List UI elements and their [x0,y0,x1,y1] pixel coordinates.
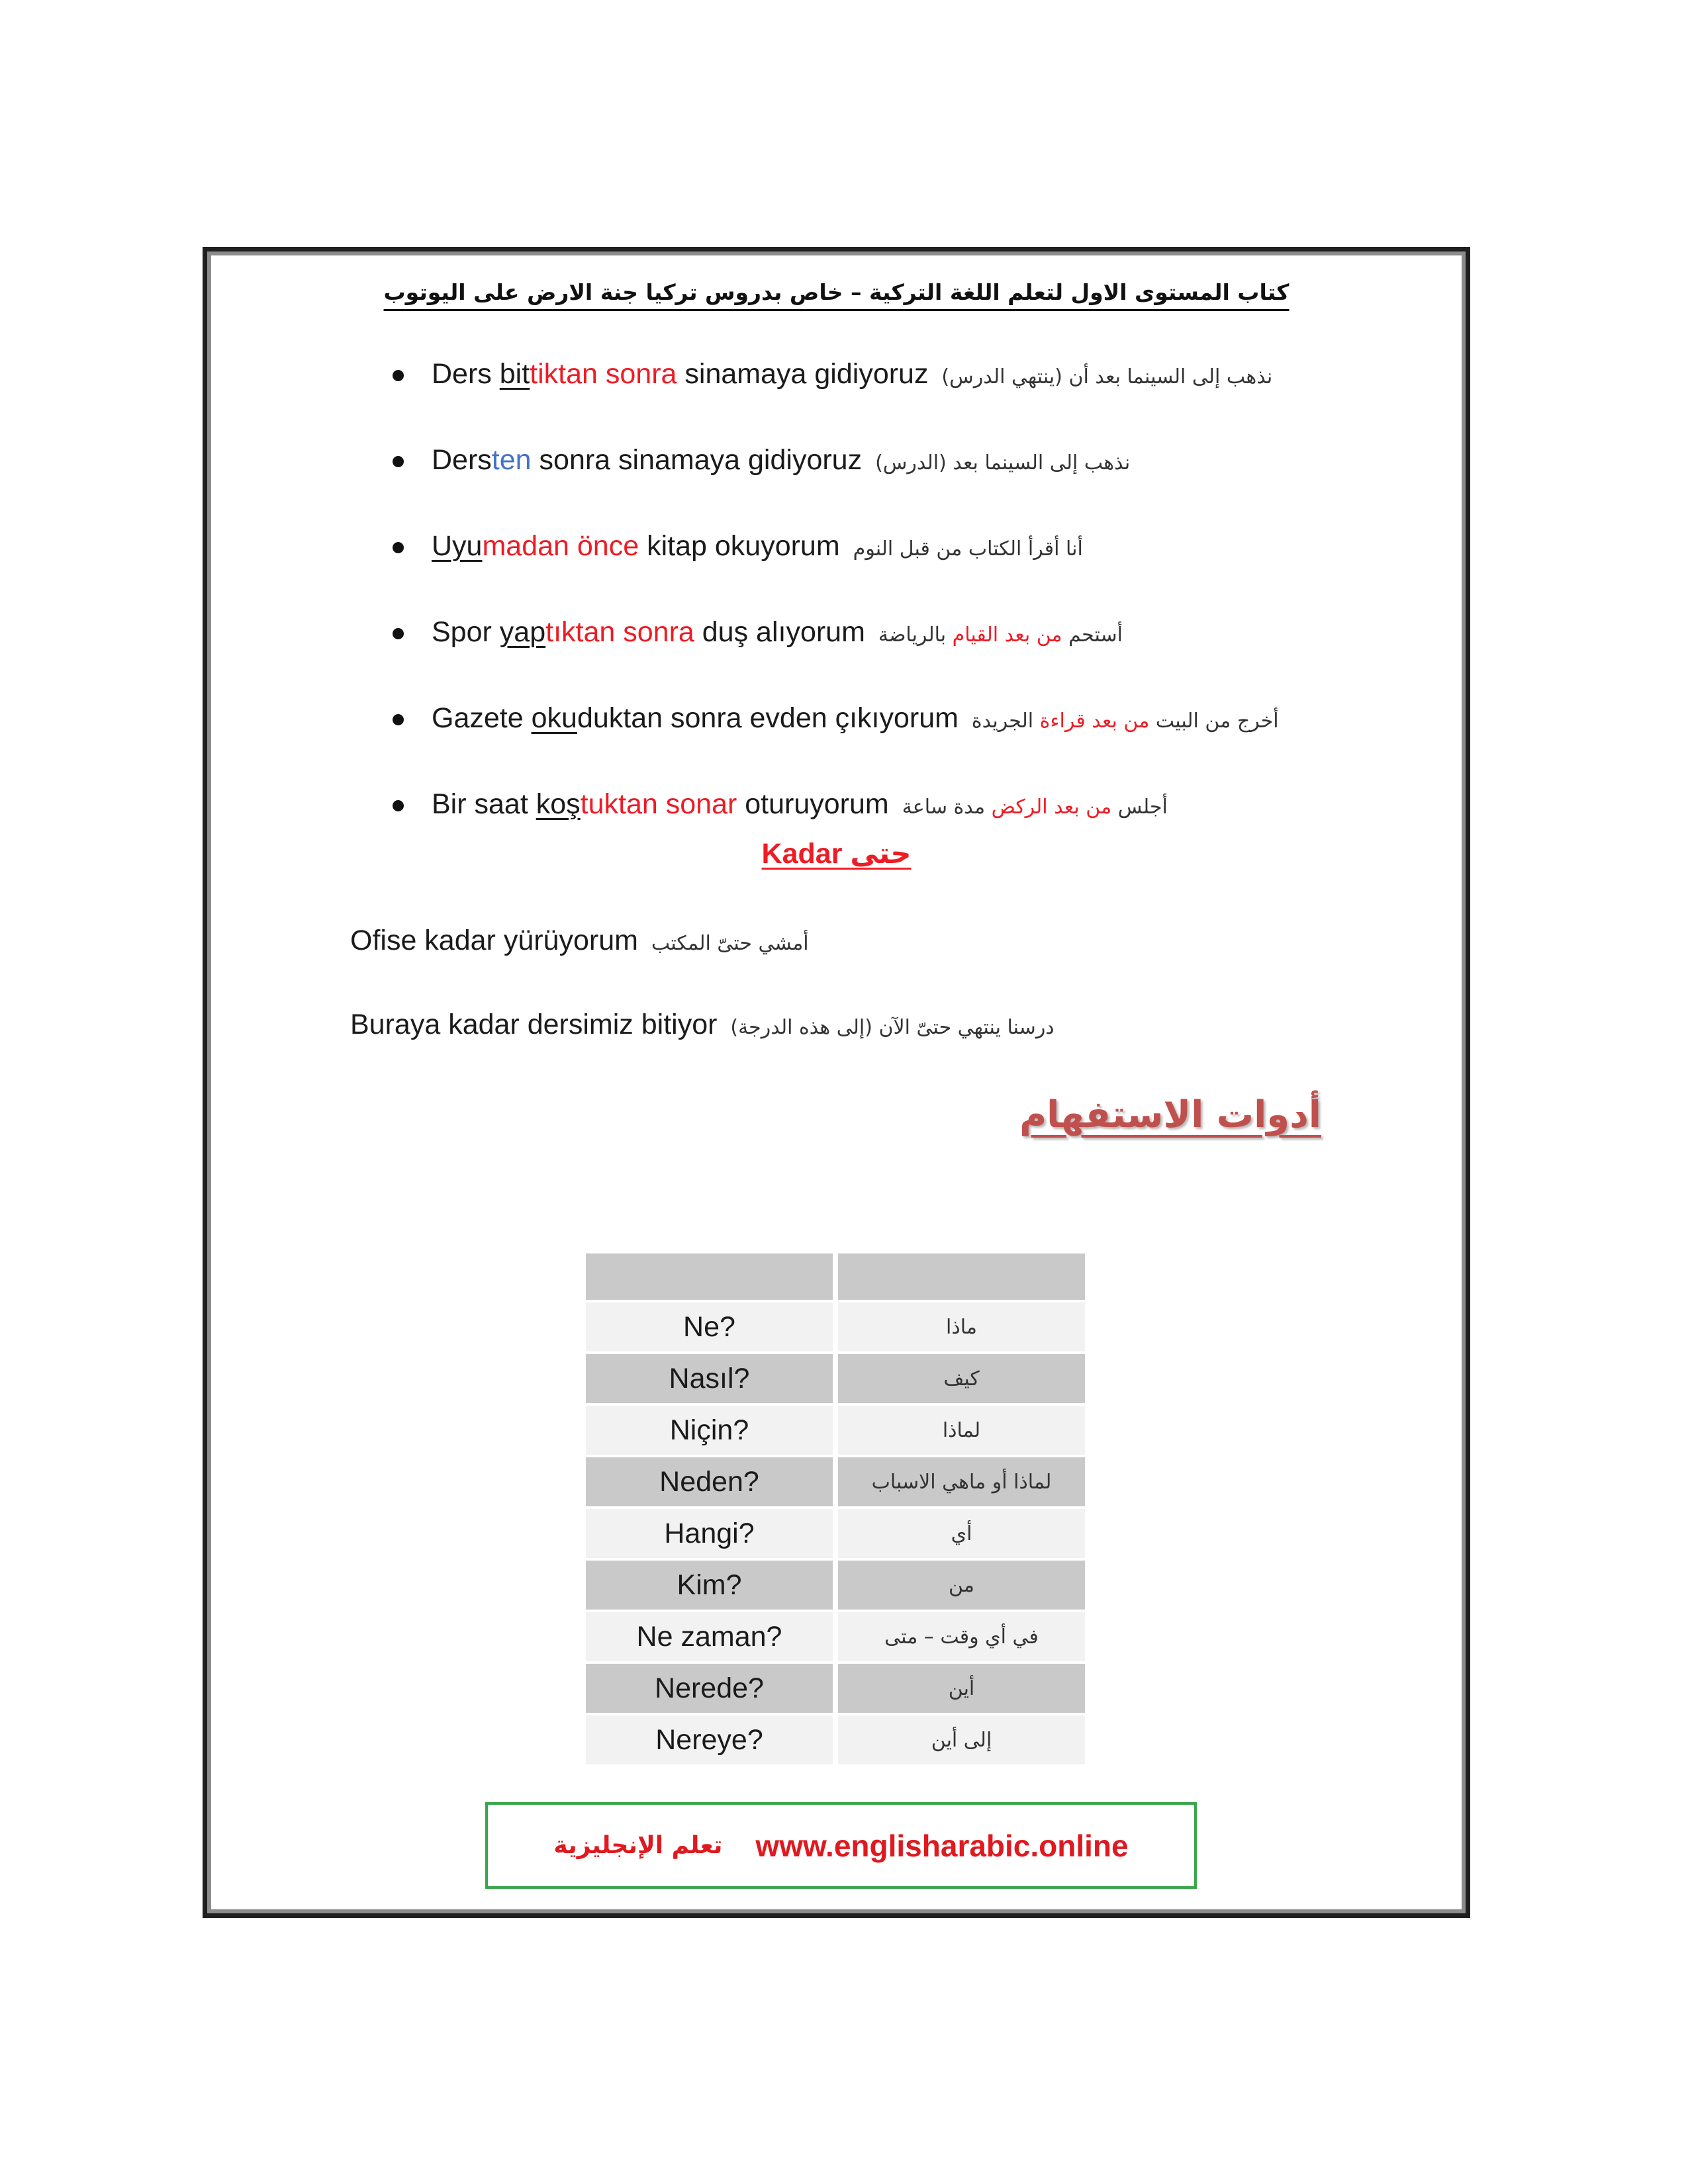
table-header-cell [586,1253,833,1300]
table-header-cell [838,1253,1085,1300]
sentence-item [393,332,1438,418]
turkish-sentence: Ofise kadar yürüyorum [350,925,638,956]
arabic-segment: من بعد الركض [991,795,1112,819]
arabic-meaning-cell: ماذا [838,1302,1085,1351]
arabic-meaning-cell: في أي وقت – متى [838,1612,1085,1661]
turkish-segment: duş alıyorum [694,615,865,648]
footer-arabic-label: تعلم الإنجليزية [553,1832,723,1859]
sentence-item [393,504,1438,590]
bullet-icon [393,628,404,639]
bullet-icon [393,456,404,467]
turkish-segment: ten [491,443,532,476]
sentence-line [432,440,1130,483]
arabic-meaning-cell: لماذا [838,1406,1085,1455]
turkish-segment: sinamaya gidiyoruz [677,357,929,390]
bullet-icon [393,800,404,811]
turkish-word-cell: Neden? [586,1457,833,1506]
sentence-line [432,784,1168,827]
arabic-segment: مدة ساعة [902,795,992,819]
turkish-segment: tuktan sonar [580,788,737,820]
arabic-meaning-cell: إلى أين [838,1715,1085,1764]
turkish-sentence [432,788,889,820]
turkish-segment: madan önce [482,529,639,562]
kadar-example [350,921,809,964]
arabic-meaning-cell: أين [838,1664,1085,1713]
turkish-segment: kitap okuyorum [639,529,840,562]
arabic-translation [853,537,1083,561]
sentence-list [393,332,1438,848]
turkish-segment: sonra sinamaya gidiyoruz [531,443,863,476]
turkish-segment: tıktan sonra [545,615,694,648]
arabic-translation [878,623,1123,647]
turkish-word-cell: Niçin? [586,1406,833,1455]
arabic-meaning-cell: أي [838,1509,1085,1558]
turkish-segment: Bir saat [432,788,536,820]
sentence-item [393,590,1438,676]
kadar-heading-text: Kadar حتى [761,838,912,870]
header-title: كتاب المستوى الاول لتعلم اللغة التركية – خاص بدروس تركيا جنة الارض على اليوتوب [383,279,1289,305]
kadar-example [350,1005,1055,1048]
question-words-title: أدوات الاستفهام [1019,1093,1321,1136]
turkish-segment: Ders [432,443,492,476]
turkish-segment: oku [531,702,577,734]
turkish-word-cell: Nerede? [586,1664,833,1713]
arabic-translation [875,451,1130,475]
sentence-line [432,612,1123,655]
arabic-translation [972,709,1279,733]
footer-box [485,1802,1197,1889]
turkish-segment: bit [499,357,530,390]
sentence-item [393,418,1438,504]
turkish-sentence: Buraya kadar dersimiz bitiyor [350,1009,718,1040]
turkish-segment: koş [536,788,581,820]
bullet-icon [393,370,404,381]
turkish-segment: tiktan sonra [530,357,677,390]
turkish-segment: Spor [432,615,500,648]
question-table [586,1253,1085,1764]
arabic-segment: أستحم [1062,623,1123,647]
bullet-icon [393,542,404,553]
turkish-segment: oturuyorum [737,788,889,820]
turkish-word-cell: Ne zaman? [586,1612,833,1661]
turkish-word-cell: Nasıl? [586,1354,833,1403]
turkish-segment: Ders [432,357,500,390]
turkish-word-cell: Ne? [586,1302,833,1351]
turkish-sentence [432,444,862,476]
sentence-line [432,354,1272,397]
footer-url: www.englisharabic.online [755,1828,1129,1863]
arabic-segment: أخرج من البيت [1149,709,1279,733]
turkish-segment: Gazete [432,702,532,734]
turkish-word-cell: Kim? [586,1561,833,1610]
bullet-icon [393,714,404,725]
arabic-segment: من بعد قراءة [1039,709,1150,733]
arabic-meaning-cell: لماذا أو ماهي الاسباب [838,1457,1085,1506]
turkish-segment: yap [499,615,546,648]
sentence-item [393,676,1438,762]
arabic-meaning-cell: كيف [838,1354,1085,1403]
arabic-segment: بالرياضة [878,623,953,647]
turkish-sentence [432,616,865,648]
arabic-segment: الجريدة [971,709,1040,733]
arabic-translation: أمشي حتىّ المكتب [651,932,809,955]
turkish-segment: Uyu [432,529,483,562]
sentence-line [432,526,1083,569]
page-header [203,273,1470,312]
arabic-segment: نذهب إلى السينما بعد (الدرس) [875,451,1131,475]
turkish-sentence [432,530,840,562]
arabic-segment: أنا أقرأ الكتاب من قبل النوم [853,537,1083,561]
arabic-segment: أجلس [1111,795,1168,819]
kadar-section-heading [203,835,1470,872]
turkish-word-cell: Nereye? [586,1715,833,1764]
turkish-segment: duktan sonra evden çıkıyorum [577,702,959,734]
sentence-line [432,698,1279,741]
arabic-translation [941,365,1272,388]
arabic-translation [902,796,1168,819]
arabic-meaning-cell: من [838,1561,1085,1610]
arabic-segment: نذهب إلى السينما بعد أن (ينتهي الدرس) [941,365,1273,388]
turkish-sentence [432,702,959,734]
arabic-translation: درسنا ينتهي حتىّ الآن (إلى هذه الدرجة) [730,1016,1055,1039]
turkish-word-cell: Hangi? [586,1509,833,1558]
arabic-segment: من بعد القيام [952,623,1062,647]
turkish-sentence [432,358,928,390]
